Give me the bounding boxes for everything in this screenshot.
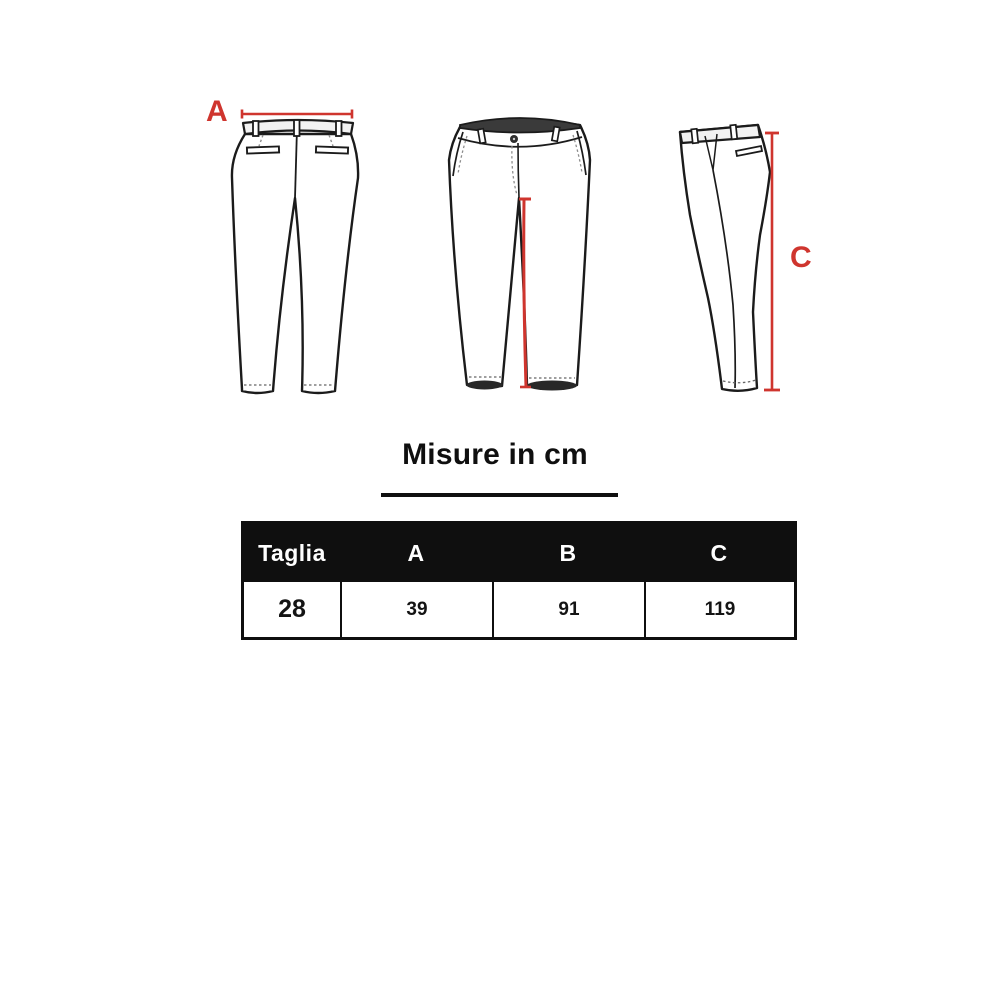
front-hem-right xyxy=(527,381,577,391)
cell-size: 28 xyxy=(278,595,306,623)
size-table-data-row xyxy=(244,582,794,637)
header-cell-taglia: Taglia xyxy=(258,539,326,566)
pants-side-view-drawing xyxy=(665,112,785,402)
waist-measure-arrow xyxy=(242,110,352,119)
front-button-center xyxy=(513,138,515,140)
cell-b-value: 91 xyxy=(492,582,644,637)
title-underline xyxy=(381,493,618,497)
size-table-header-row xyxy=(244,524,794,582)
pants-front-view-drawing xyxy=(443,108,597,408)
cell-c-value: 119 xyxy=(644,582,794,637)
page-title: Misure in cm xyxy=(402,438,588,471)
pants-back-view-drawing xyxy=(225,98,365,413)
measure-letter-a: A xyxy=(206,95,228,128)
side-body-outline xyxy=(680,125,770,391)
front-hem-left xyxy=(467,381,503,390)
front-body-outline xyxy=(449,121,590,388)
measure-letter-c: C xyxy=(790,241,812,274)
header-cell-b: B xyxy=(559,539,577,566)
header-cell-c: C xyxy=(710,539,728,566)
header-cell-a: A xyxy=(407,539,425,566)
size-table xyxy=(241,521,797,640)
cell-a-value: 39 xyxy=(340,582,492,637)
